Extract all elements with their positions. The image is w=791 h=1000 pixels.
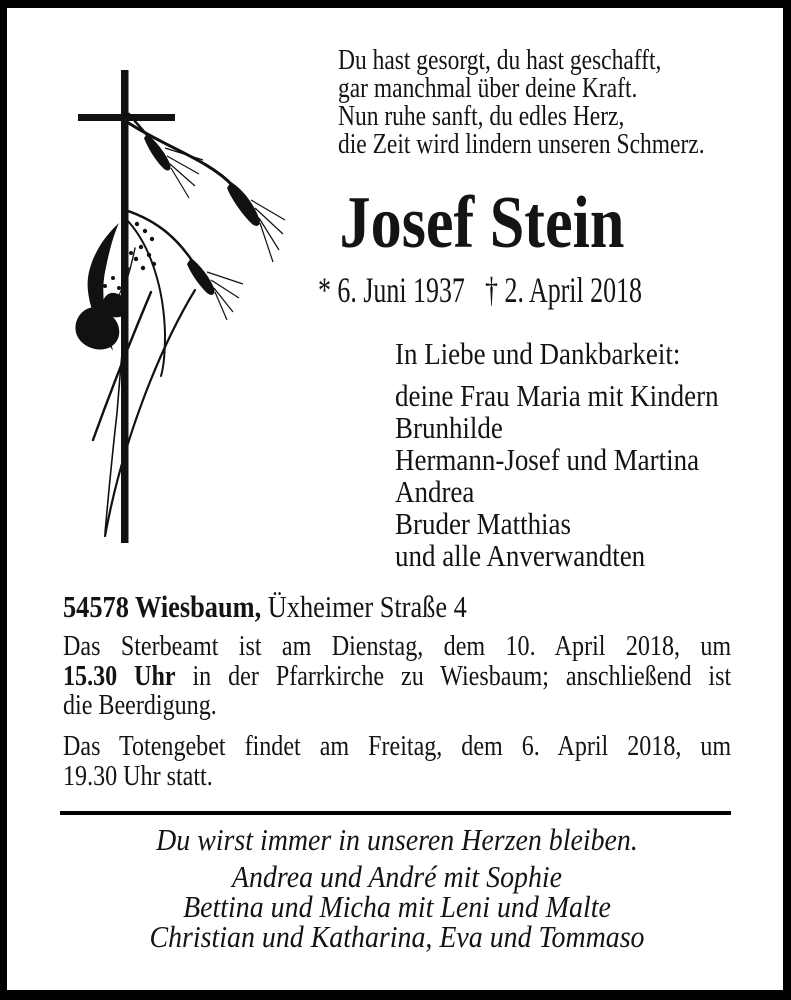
mourner-line: Brunhilde: [395, 410, 503, 445]
tribute-intro: In Liebe und Dankbarkeit:: [395, 336, 681, 371]
mourner-line: und alle Anverwandten: [395, 538, 646, 573]
cross-with-wheat-icon: [55, 58, 295, 578]
prayer-line: 19.30 Uhr statt.: [63, 759, 213, 792]
mourner-line: Bruder Matthias: [395, 506, 572, 541]
closing-block: [96, 824, 697, 952]
prayer-paragraph: [63, 732, 731, 791]
closing-mourner-line: Bettina und Micha mit Leni und Malte: [183, 889, 611, 924]
poem-line: Nun ruhe sanft, du edles Herz,: [338, 100, 625, 132]
birth-date: * 6. Juni 1937: [317, 270, 465, 310]
mourner-line: deine Frau Maria mit Kindern: [395, 378, 719, 413]
service-line: die Beerdigung.: [63, 689, 217, 721]
deceased-name: Josef Stein: [339, 182, 625, 264]
tribute-mourners: [395, 380, 791, 572]
service-paragraph: [63, 632, 731, 721]
closing-verse: Du wirst immer in unseren Herzen bleiben.: [156, 822, 638, 857]
address-city: 54578 Wiesbaum,: [63, 589, 262, 624]
poem: [338, 46, 791, 158]
closing-mourners: [96, 859, 697, 954]
life-dates: [257, 272, 703, 308]
address-line: [63, 591, 709, 622]
divider-rule: [60, 811, 731, 815]
service-line-rest: in der Pfarrkirche zu Wiesbaum; anschließend ist: [192, 659, 732, 692]
service-time: 15.30 Uhr: [63, 659, 176, 692]
poem-line: Du hast gesorgt, du hast geschafft,: [338, 44, 662, 76]
service-line: [63, 659, 732, 692]
address-street: Üxheimer Straße 4: [267, 589, 467, 624]
poem-line: gar manchmal über deine Kraft.: [338, 72, 638, 104]
death-date: † 2. April 2018: [485, 270, 643, 310]
poem-line: die Zeit wird lindern unseren Schmerz.: [338, 128, 705, 160]
mourner-line: Andrea: [395, 474, 475, 509]
mourner-line: Hermann-Josef und Martina: [395, 442, 700, 477]
service-line: Das Sterbeamt ist am Dienstag, dem 10. April 2018, um: [63, 630, 732, 662]
prayer-line: Das Totengebet findet am Freitag, dem 6. April 2018, um: [63, 730, 732, 762]
closing-mourner-line: Andrea und André mit Sophie: [231, 859, 563, 894]
closing-mourner-line: Christian und Katharina, Eva und Tommaso: [149, 919, 645, 954]
tribute-block: [395, 338, 791, 572]
